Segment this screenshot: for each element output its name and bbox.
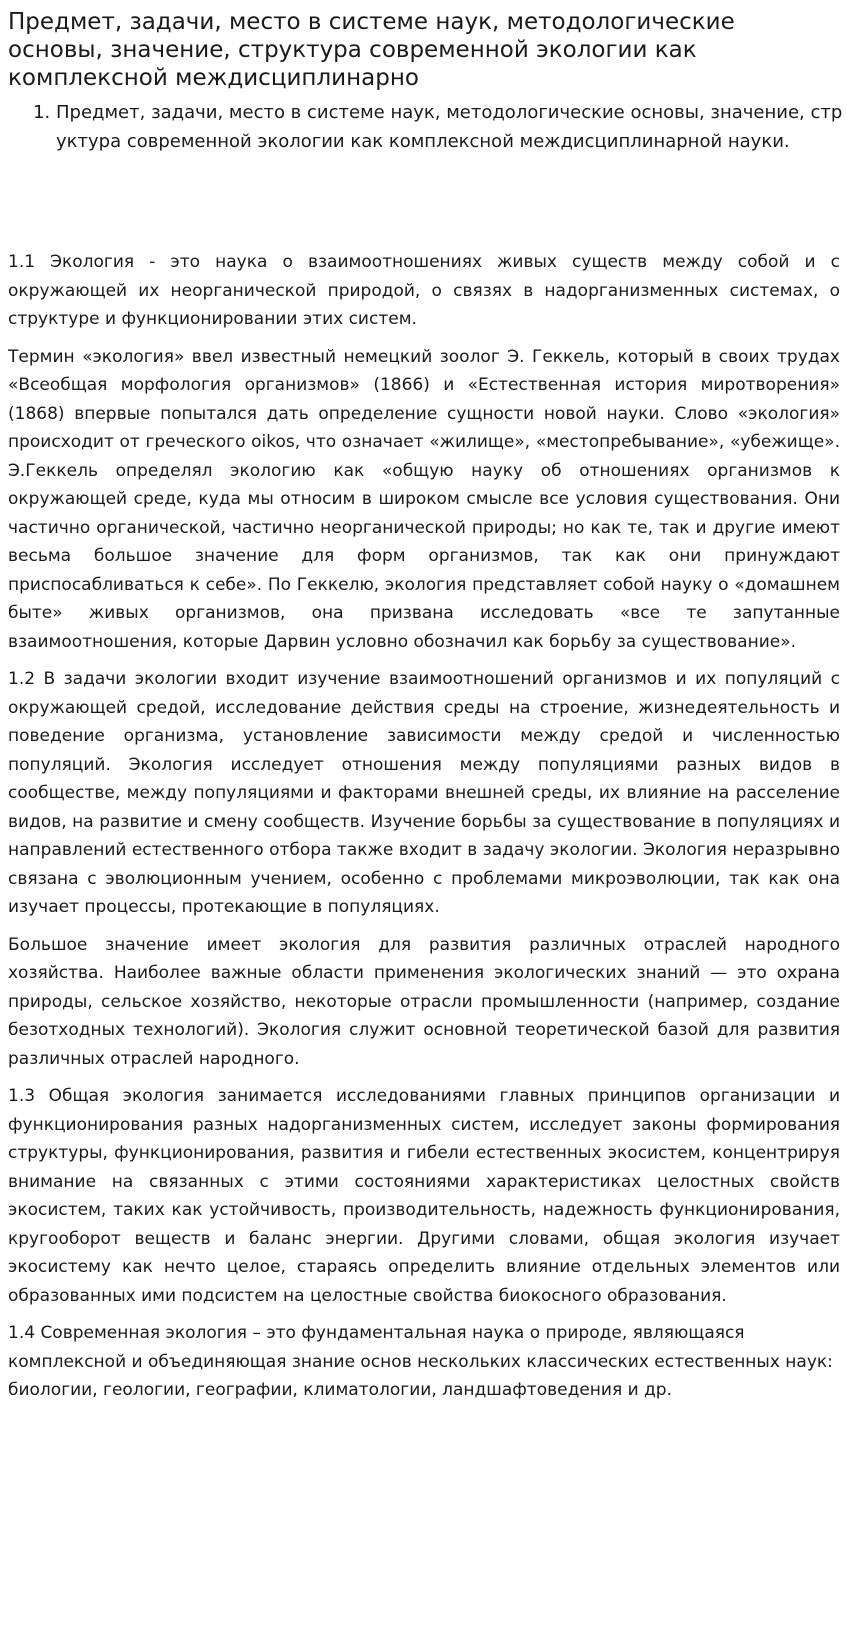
paragraph-1-1: 1.1 Экология - это наука о взаимоотношениях живых существ между собой и с окружающей их неорганической природой, о связях в надорганизменных системах, о структуре и функционировании этих систем.: [8, 252, 840, 329]
toc-item: 1. Предмет, задачи, место в системе наук, методологические основы, значение, структура современной экологии как комплексной междисциплинарной науки.: [56, 98, 846, 156]
page-title: Предмет, задачи, место в системе наук, методологические основы, значение, структура современной экологии как комплексной междисциплинарно: [8, 9, 735, 91]
paragraph-1-3: 1.3 Общая экология занимается исследованиями главных принципов организации и функционирования разных надорганизменных систем, исследует законы формирования структуры, функционирования, развития и гибели естественных экосистем, концентрируя внимание на связанных с этими состояниями характеристиках целостных свойств экосистем, таких как устойчивость, производительность, надежность функционирования, кругооборот веществ и баланс энергии. Другими словами, общая экология изучает экосистему как нечто целое, стараясь определить влияние отдельных элементов или образованных ими подсистем на целостные свойства биокосного образования.: [8, 1086, 840, 1306]
paragraph-significance: Большое значение имеет экология для развития различных отраслей народного хозяйства. Наиболее важные области применения экологических знаний — это охрана природы, сельское хозяйство, некоторые отрасли промышленности (например, создание безотходных технологий). Экология служит основной теоретической базой для развития различных отраслей народного.: [8, 934, 840, 1069]
spacer: [8, 156, 839, 248]
paragraph-1-2: 1.2 В задачи экологии входит изучение взаимоотношений организмов и их популяций с окружающей средой, исследование действия среды на строение, жизнедеятельность и поведение организма, установление зависимости между средой и численностью популяций. Экология исследует отношения между популяциями разных видов в сообществе, между популяциями и факторами внешней среды, их влияние на расселение видов, на развитие и смену сообществ. Изучение борьбы за существование в популяциях и направлений естественного отбора также входит в задачу экологии. Экология неразрывно связана с эволюционным учением, особенно с проблемами микроэволюции, так как она изучает процессы, протекающие в популяциях.: [8, 669, 840, 917]
table-of-contents: [8, 98, 846, 156]
paragraph-haeckel: Термин «экология» ввел известный немецкий зоолог Э. Геккель, который в своих трудах «Всеобщая морфология организмов» (1866) и «Естественная история миротворения» (1868) впервые попытался дать определение сущности новой науки. Слово «экология» происходит от греческого oikos, что означает «жилище», «местопребывание», «убежище». Э.Геккель определял экологию как «общую науку об отношениях организмов к окружающей среде, куда мы относим в широком смысле все условия существования. Они частично органической, частично неорганической природы; но как те, так и другие имеют весьма большое значение для форм организмов, так как они принуждают приспосабливаться к себе». По Геккелю, экология представляет собой науку о «домашнем быте» живых организмов, она призвана исследовать «все те запутанные взаимоотношения, которые Дарвин условно обозначил как борьбу за существование».: [8, 346, 840, 652]
paragraph-1-4: 1.4 Современная экология – это фундаментальная наука о природе, являющаяся комплексной и объединяющая знание основ нескольких классических естественных наук: биологии, геологии, географии, климатологии, ландшафтоведения и др.: [8, 1323, 833, 1400]
